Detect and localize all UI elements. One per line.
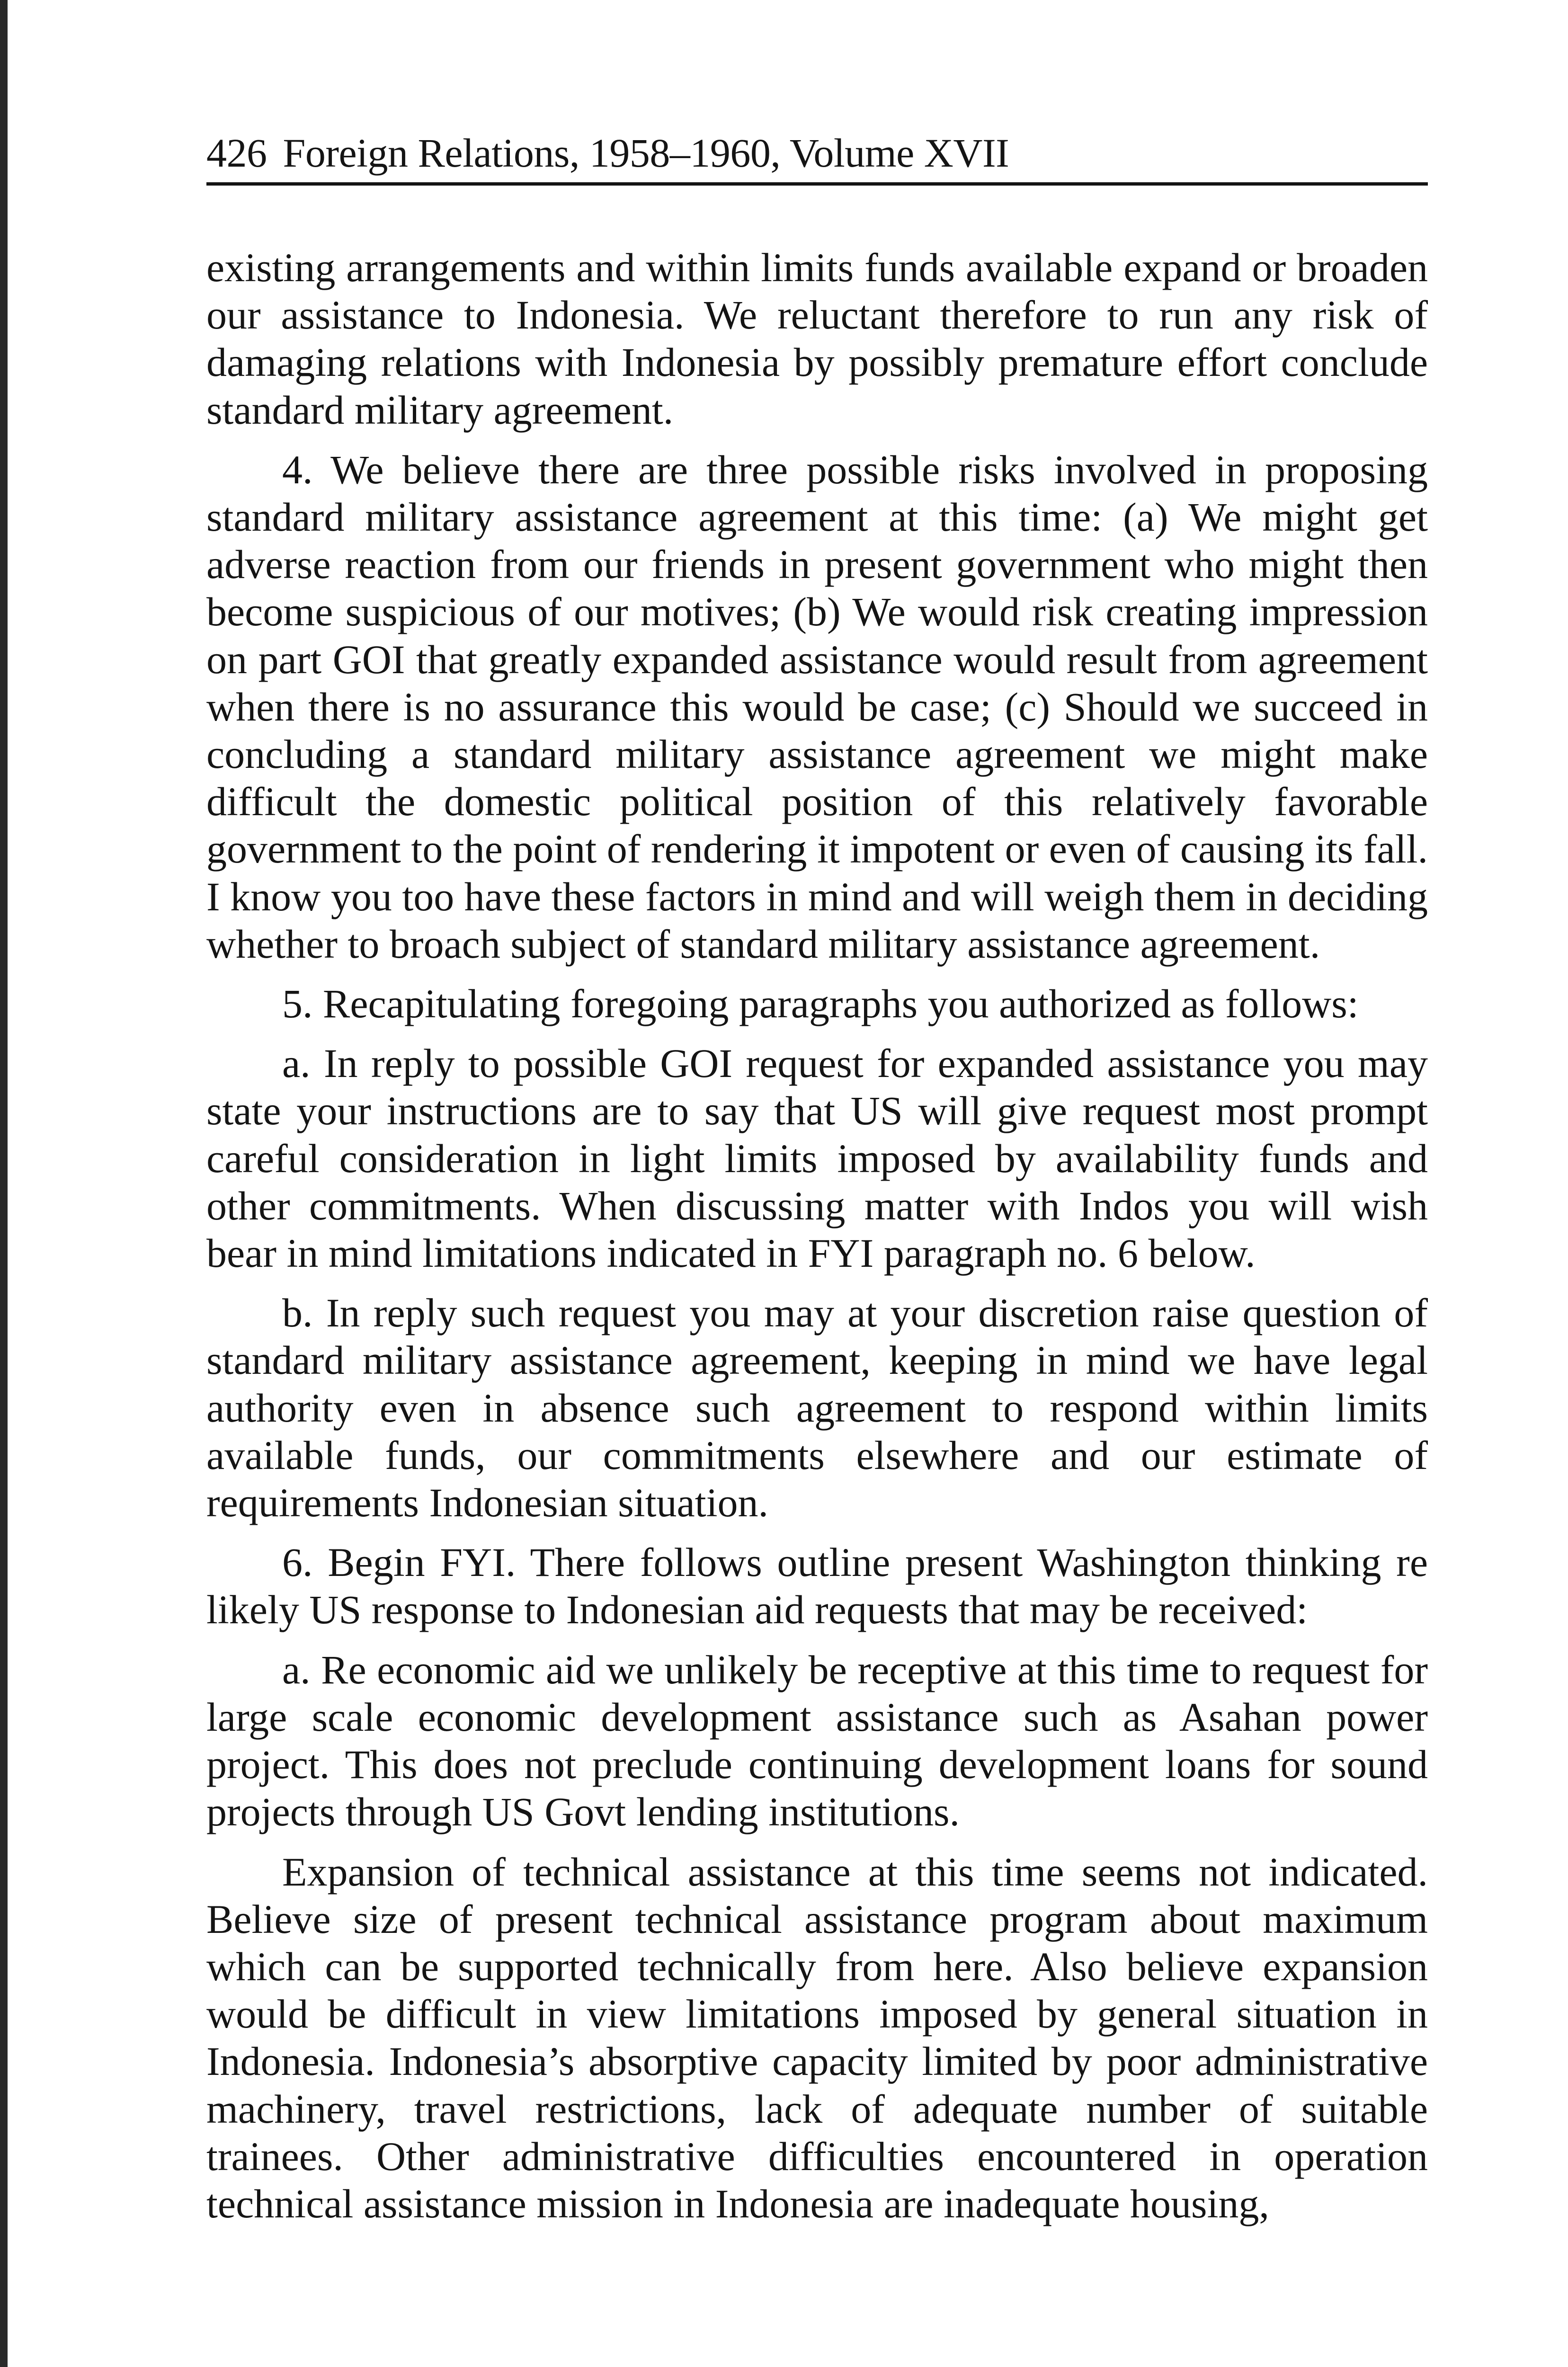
page-number: 426: [206, 130, 267, 176]
scan-edge: [0, 0, 8, 2367]
paragraph-technical-assistance: Expansion of technical assistance at this time seems not indicated. Believe size of present technical assistance program about maximum which can be supported technically from here. Also believe expansion would be difficult in view limitations imposed by general situation in Indonesia. Indonesia’s absorptive capacity limited by poor administrative machinery, travel restrictions, lack of adequate number of suitable trainees. Other administrative difficulties encountered in operation technical assistance mission in Indonesia are inadequate housing,: [206, 1849, 1428, 2226]
paragraph-continued: existing arrangements and within limits funds available expand or broaden our assistance to Indonesia. We reluctant therefore to run any risk of damaging relations with Indonesia by possibly premature effort conclude standard military agreement.: [206, 245, 1428, 433]
header-rule: [206, 182, 1428, 186]
paragraph-4: 4. We believe there are three possible risks involved in proposing standard military assistance agreement at this time: (a) We might get adverse reaction from our friends in present government who might then become suspicious of our motives; (b) We would risk creating impression on part GOI that greatly expanded assistance would result from agreement when there is no assurance this would be case; (c) Should we succeed in concluding a standard military assistance agreement we might make difficult the domestic political position of this relatively favorable government to the point of rendering it impotent or even of causing its fall. I know you too have these factors in mind and will weigh them in deciding whether to broach subject of standard military assistance agreement.: [206, 446, 1428, 967]
header-text: [206, 130, 1009, 176]
paragraph-5b: b. In reply such request you may at your discretion raise question of standard military assistance agreement, keeping in mind we have legal authority even in absence such agreement to respond within limits available funds, our commitments elsewhere and our estimate of requirements Indonesian situation.: [206, 1290, 1428, 1526]
volume-title: Foreign Relations, 1958–1960, Volume XVII: [283, 130, 1009, 176]
paragraph-6a: a. Re economic aid we unlikely be receptive at this time to request for large scale economic development assistance such as Asahan power project. This does not preclude continuing development loans for sound projects through US Govt lending institutions.: [206, 1646, 1428, 1835]
body-text: [206, 244, 1428, 2240]
paragraph-6: 6. Begin FYI. There follows outline present Washington thinking re likely US response to Indonesian aid requests that may be received:: [206, 1539, 1428, 1633]
paragraph-5a: a. In reply to possible GOI request for expanded assistance you may state your instructions are to say that US will give request most prompt careful consideration in light limits imposed by availability funds and other commitments. When discussing matter with Indos you will wish bear in mind limitations indicated in FYI paragraph no. 6 below.: [206, 1041, 1428, 1276]
running-header: [206, 124, 1428, 186]
paragraph-5: 5. Recapitulating foregoing paragraphs you authorized as follows:: [282, 981, 1359, 1027]
